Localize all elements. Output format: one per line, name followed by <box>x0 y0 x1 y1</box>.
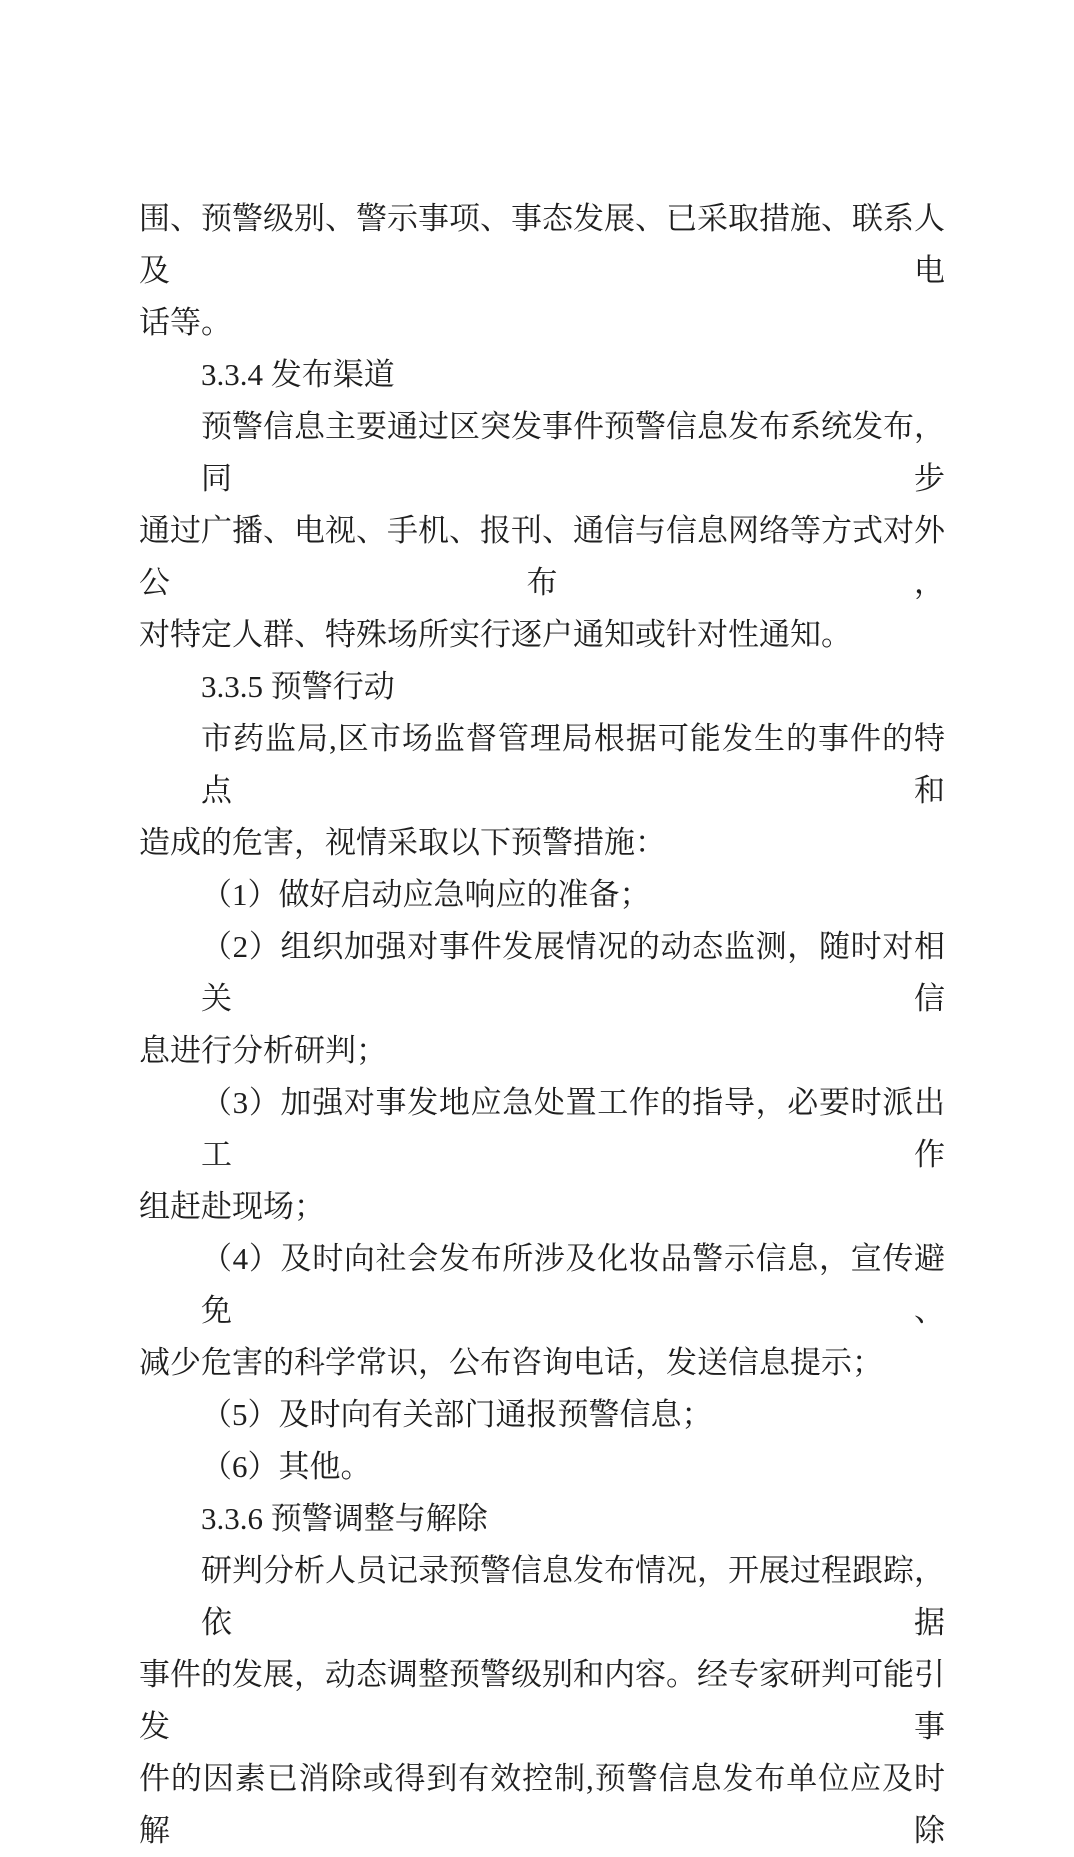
document-line: （6）其他。 <box>201 1449 372 1484</box>
document-line: （5）及时向有关部门通报预警信息； <box>201 1397 713 1432</box>
document-line: （4）及时向社会发布所涉及化妆品警示信息，宣传避免、 <box>201 1241 945 1328</box>
section-heading: 3.3.4 发布渠道 <box>201 357 395 392</box>
document-line: 组赶赴现场； <box>139 1189 325 1224</box>
section-heading: 3.3.6 预警调整与解除 <box>201 1501 488 1536</box>
document-line: 市药监局,区市场监督管理局根据可能发生的事件的特点和 <box>201 721 945 808</box>
document-line: 事件的发展，动态调整预警级别和内容。经专家研判可能引发事 <box>139 1657 945 1744</box>
document-line: 围、预警级别、警示事项、事态发展、已采取措施、联系人及电 <box>139 201 945 288</box>
document-line: （2）组织加强对事件发展情况的动态监测，随时对相关信 <box>201 929 945 1016</box>
document-line: （1）做好启动应急响应的准备； <box>201 877 651 912</box>
document-line: 预警信息主要通过区突发事件预警信息发布系统发布，同步 <box>201 409 945 496</box>
document-text <box>139 193 945 1857</box>
document-line: 息进行分析研判； <box>139 1033 387 1068</box>
document-line: 对特定人群、特殊场所实行逐户通知或针对性通知。 <box>139 617 852 652</box>
document-line: 件的因素已消除或得到有效控制,预警信息发布单位应及时解除 <box>139 1761 945 1848</box>
document-line: 研判分析人员记录预警信息发布情况，开展过程跟踪，依据 <box>201 1553 945 1640</box>
document-line: 减少危害的科学常识，公布咨询电话，发送信息提示； <box>139 1345 883 1380</box>
document-line: 造成的危害，视情采取以下预警措施： <box>139 825 666 860</box>
document-line: 话等。 <box>139 305 232 340</box>
document-line: （3）加强对事发地应急处置工作的指导，必要时派出工作 <box>201 1085 945 1172</box>
section-heading: 3.3.5 预警行动 <box>201 669 395 704</box>
document-line: 通过广播、电视、手机、报刊、通信与信息网络等方式对外公布， <box>139 513 945 600</box>
